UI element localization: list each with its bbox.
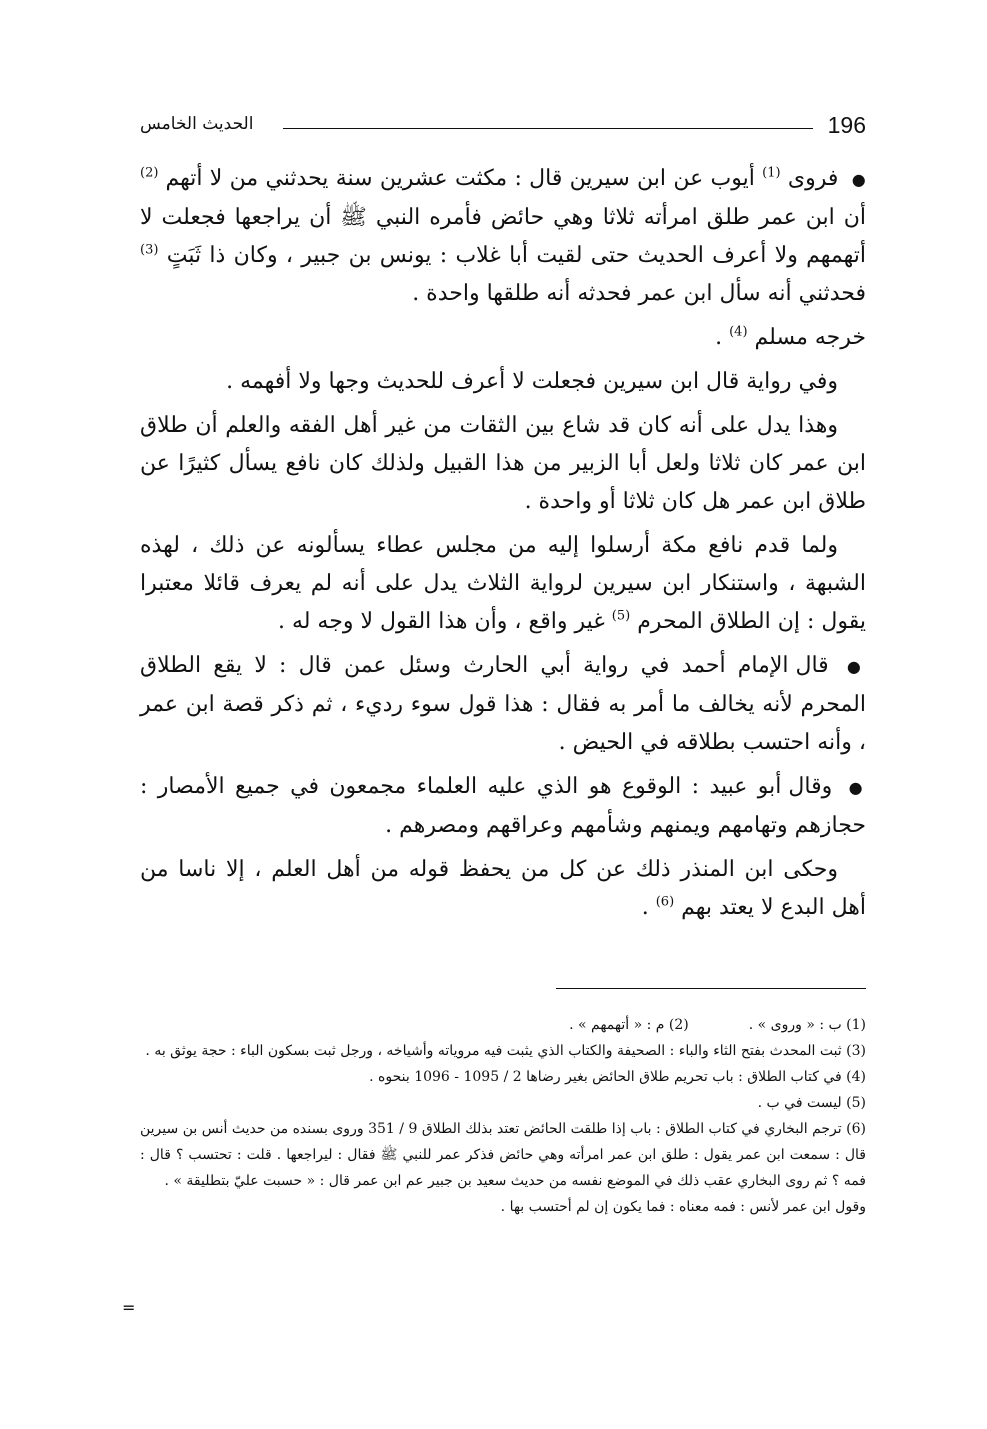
paragraph-4: وهذا يدل على أنه كان قد شاع بين الثقات من غير أهل الفقه والعلم أن طلاق ابن عمر كان ثلاثا ولعل أبا الزبير من هذا القبيل ولذلك كان نافع يسأل كثيرًا عن طلاق ابن عمر هل كان ثلاثا أو واحدة .	[140, 413, 866, 514]
footnote-ref-2[interactable]: (2)	[140, 165, 159, 181]
footnote-2: (2) م : « أتهمهم » .	[569, 1017, 689, 1033]
p6-text: قال الإمام أحمد في رواية أبي الحارث وسئل عمن قال : لا يقع الطلاق المحرم لأنه يخالف ما أمر به فقال : هذا قول سوء رديء ، ثم ذكر قصة ابن عمر ، وأنه احتسب بطلاقه في الحيض .	[140, 653, 866, 755]
page-number: 196	[827, 112, 866, 138]
chapter-title: الحديث الخامس	[140, 114, 254, 134]
bullet-icon: ●	[848, 778, 867, 797]
p1-text-a: فروى	[787, 166, 839, 191]
bullet-icon: ●	[846, 657, 866, 676]
paragraph-2	[140, 319, 866, 357]
footnote-ref-3[interactable]: (3)	[140, 242, 159, 258]
footnote-ref-4[interactable]: (4)	[729, 324, 748, 340]
p1-text-b: أيوب عن ابن سيرين قال : مكثت عشرين سنة يحدثني من لا أتهم	[165, 166, 755, 191]
footnote-ref-5[interactable]: (5)	[611, 608, 631, 624]
paragraph-8	[140, 851, 866, 927]
main-text	[140, 160, 866, 933]
page-header	[140, 110, 866, 146]
p5-text-a: ولما قدم نافع مكة أرسلوا إليه من مجلس عطاء يسألونه عن ذلك ، لهذه الشبهة ، واستنكار ابن سيرين لرواية الثلاث يدل على أنه لم يعرف قائلا معتبرا يقول : إن الطلاق المحرم	[140, 533, 866, 634]
footnote-4: (4) في كتاب الطلاق : باب تحريم طلاق الحائض بغير رضاها 2 / 1095 - 1096 بنحوه .	[369, 1069, 866, 1085]
p8-text-b: .	[641, 895, 649, 920]
p1-text-c: أن ابن عمر طلق امرأته ثلاثا وهي حائض فأمره النبي ﷺ أن يراجعها فجعلت لا أتهمهم ولا أعرف الحديث حتى لقيت أبا غلاب : يونس بن جبير ، وكان ذا ثَبَتٍ	[140, 205, 867, 268]
footnote-ref-6[interactable]: (6)	[655, 894, 675, 910]
footnote-1: (1) ب : « وروى » .	[748, 1017, 866, 1033]
paragraph-5	[140, 527, 866, 641]
footnote-ref-1[interactable]: (1)	[762, 165, 781, 181]
footnote-6: (6) ترجم البخاري في كتاب الطلاق : باب إذا طلقت الحائض تعتد بذلك الطلاق 9 / 351 وروى بسنده من حديث أنس بن سيرين قال : سمعت ابن عمر يقول : طلق ابن عمر امرأته وهي حائض فذكر عمر للنبي ﷺ فقال : ليراجعها . قلت : تحتسب ؟ قال : فمه ؟ ثم روى البخاري عقب ذلك في الموضع نفسه من حديث سعيد بن جبير عم ابن عمر قال : « حسبت عليّ بتطليقة » .	[140, 1121, 866, 1189]
p1-text-d: فحدثني أنه سأل ابن عمر فحدثه أنه طلقها واحدة .	[412, 281, 866, 306]
paragraph-1	[140, 160, 866, 313]
p8-text-a: وحكى ابن المنذر ذلك عن كل من يحفظ قوله من أهل العلم ، إلا ناسا من أهل البدع لا يعتد بهم	[140, 857, 866, 920]
footnote-row	[140, 1012, 866, 1038]
header-rule	[283, 128, 813, 129]
margin-mark: =	[122, 1298, 136, 1317]
p7-text: وقال أبو عبيد : الوقوع هو الذي عليه العلماء مجمعون في جميع الأمصار : حجازهم وتهامهم ويمنهم وشأمهم وعراقهم ومصرهم .	[140, 774, 866, 838]
footnote-rule	[556, 988, 866, 989]
paragraph-6	[140, 647, 866, 762]
p5-text-b: غير واقع ، وأن هذا القول لا وجه له .	[277, 609, 605, 634]
footnotes	[140, 1012, 866, 1220]
footnote-7: وقول ابن عمر لأنس : فمه معناه : فما يكون إن لم أحتسب بها .	[500, 1199, 866, 1215]
footnote-3: (3) ثبت المحدث بفتح الثاء والباء : الصحيفة والكتاب الذي يثبت فيه مروياته وأشياخه ، ورجل ثبت بسكون الباء : حجة يوثق به .	[145, 1043, 866, 1059]
paragraph-7	[140, 768, 866, 845]
footnote-5: (5) ليست في ب .	[757, 1095, 866, 1111]
bullet-icon: ●	[851, 170, 866, 189]
p2-text-a: خرجه مسلم	[754, 325, 866, 350]
p2-text-b: .	[715, 325, 723, 350]
paragraph-3: وفي رواية قال ابن سيرين فجعلت لا أعرف للحديث وجها ولا أفهمه .	[226, 369, 838, 394]
